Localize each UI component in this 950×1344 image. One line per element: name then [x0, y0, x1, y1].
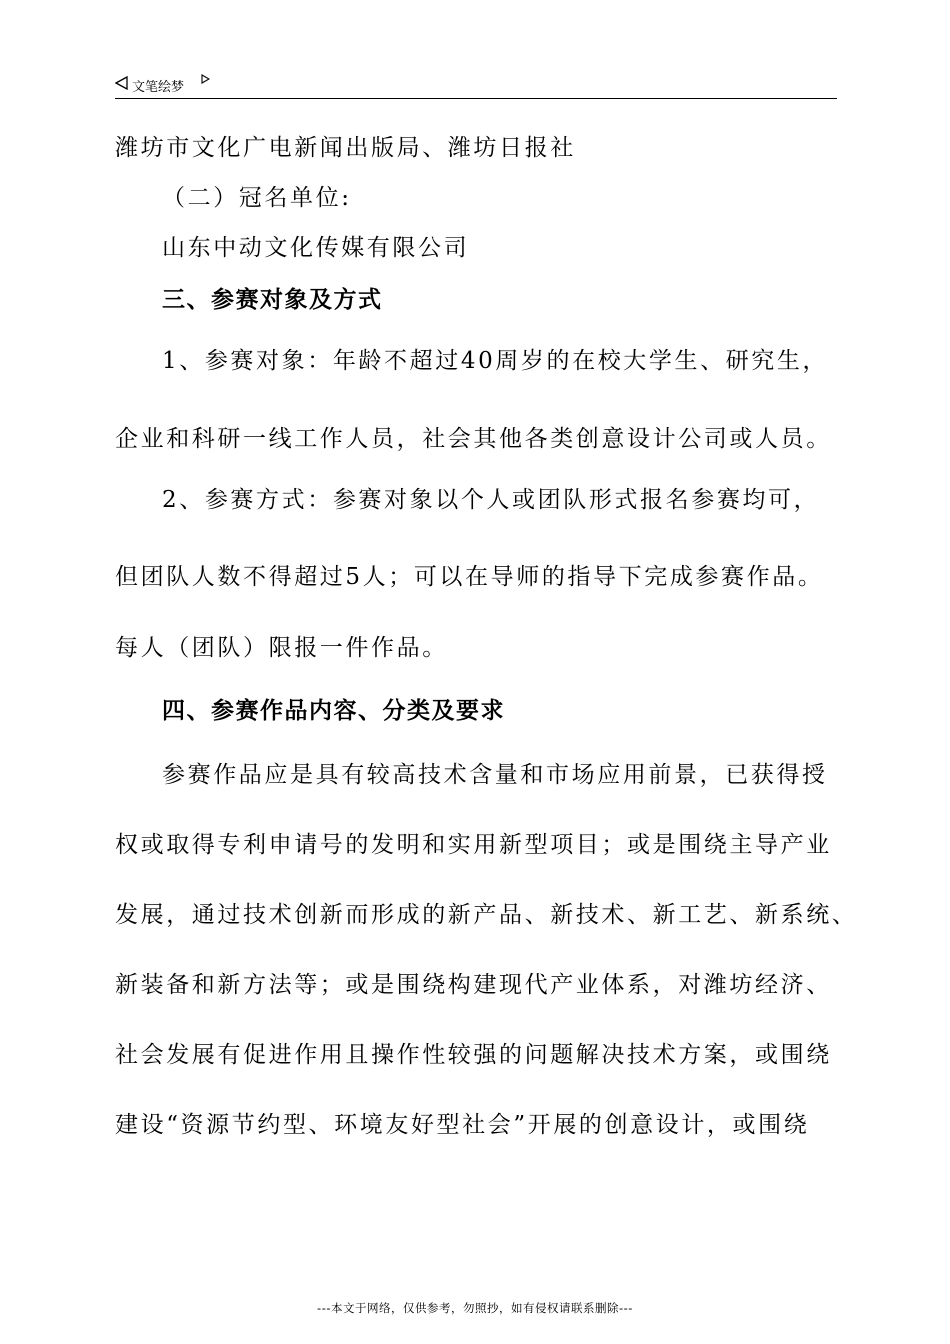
- body-line-method-2: 但团队人数不得超过5人；可以在导师的指导下完成参赛作品。: [115, 564, 824, 590]
- body-line-sponsor-name: 山东中动文化传媒有限公司: [162, 235, 470, 261]
- body-line-participants-1: 1、参赛对象：年龄不超过40周岁的在校大学生、研究生，: [162, 348, 829, 374]
- body-line-sponsor-heading: （二）冠名单位:: [162, 185, 352, 211]
- triangle-right-outline-icon: [201, 74, 210, 84]
- body-line-content-4: 新装备和新方法等；或是围绕构建现代产业体系，对潍坊经济、: [115, 972, 832, 998]
- body-line-content-3: 发展，通过技术创新而形成的新产品、新技术、新工艺、新系统、: [115, 902, 858, 928]
- body-line-method-3: 每人（团队）限报一件作品。: [115, 635, 448, 661]
- body-line-method-1: 2、参赛方式：参赛对象以个人或团队形式报名参赛均可，: [162, 487, 820, 513]
- section-heading-4: 四、参赛作品内容、分类及要求: [162, 697, 505, 724]
- section-heading-3: 三、参赛对象及方式: [162, 286, 383, 313]
- header-brand: 文笔绘梦: [132, 80, 185, 95]
- triangle-left-outline-icon: [115, 76, 128, 90]
- body-line-content-2: 权或取得专利申请号的发明和实用新型项目；或是围绕主导产业: [115, 832, 832, 858]
- page-footer-disclaimer: ---本文于网络，仅供参考，勿照抄，如有侵权请联系删除---: [317, 1301, 633, 1315]
- body-line-content-1: 参赛作品应是具有较高技术含量和市场应用前景，已获得授: [162, 762, 828, 788]
- body-line-organizer: 潍坊市文化广电新闻出版局、潍坊日报社: [115, 135, 576, 161]
- body-line-content-5: 社会发展有促进作用且操作性较强的问题解决技术方案，或围绕: [115, 1042, 832, 1068]
- body-line-participants-2: 企业和科研一线工作人员，社会其他各类创意设计公司或人员。: [115, 426, 832, 452]
- body-line-content-6: 建设“资源节约型、环境友好型社会”开展的创意设计，或围绕: [115, 1112, 810, 1138]
- page-header: [115, 74, 837, 99]
